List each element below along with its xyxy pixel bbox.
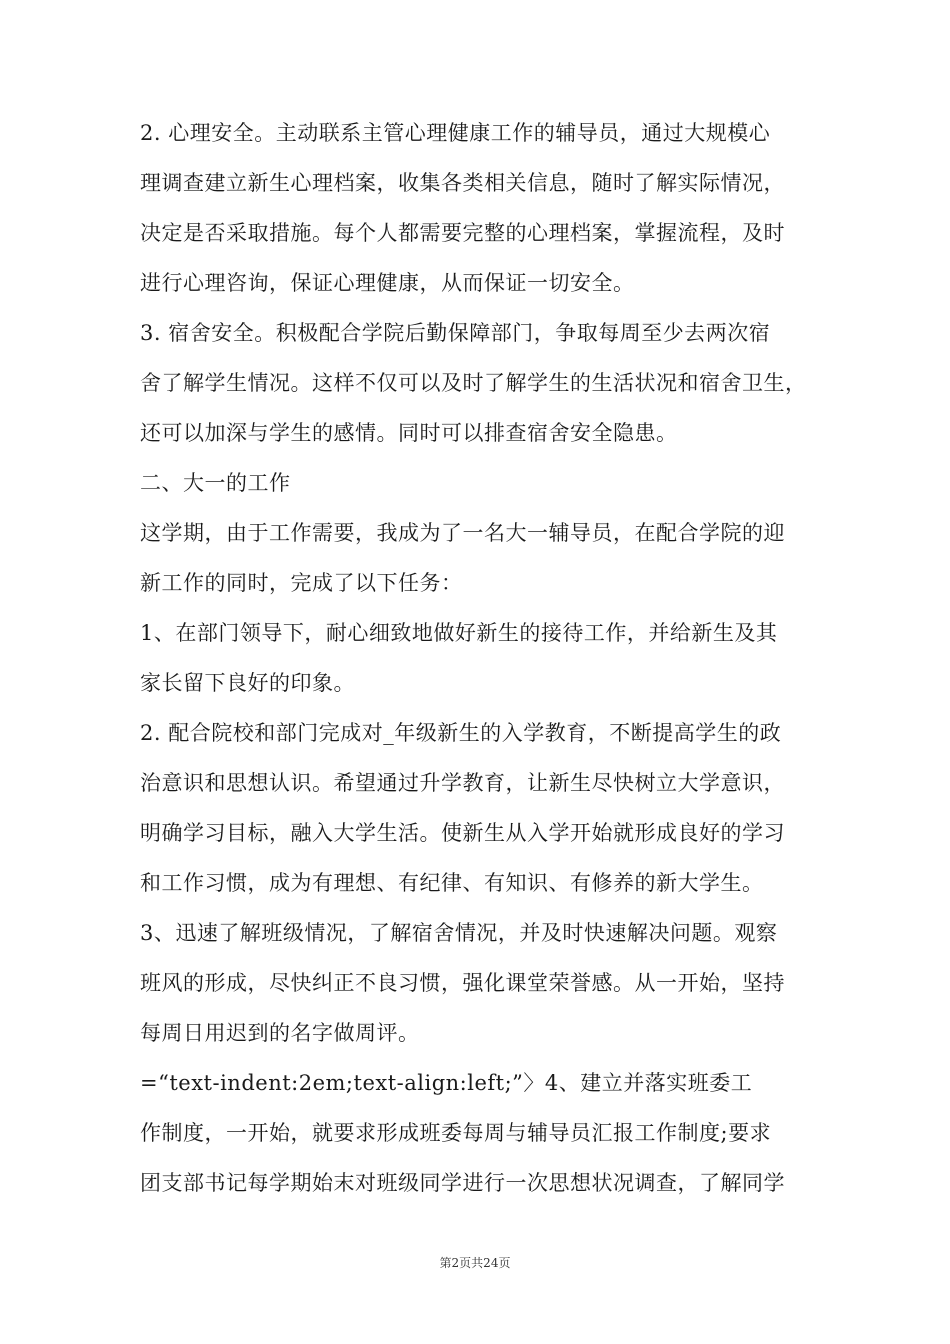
text-line: 决定是否采取措施。每个人都需要完整的心理档案，掌握流程，及时: [140, 221, 785, 245]
text-line: 治意识和思想认识。希望通过升学教育，让新生尽快树立大学意识，: [140, 771, 785, 795]
text-line: 舍了解学生情况。这样不仅可以及时了解学生的生活状况和宿舍卫生，: [140, 371, 807, 395]
text-line: 团支部书记每学期始末对班级同学进行一次思想状况调查，了解同学: [140, 1171, 785, 1195]
section-heading: 二、大一的工作: [140, 471, 291, 495]
text-line: 2. 配合院校和部门完成对_年级新生的入学教育，不断提高学生的政: [140, 721, 782, 745]
text-line: 作制度，一开始，就要求形成班委每周与辅导员汇报工作制度;要求: [140, 1121, 772, 1145]
text-line: 班风的形成，尽快纠正不良习惯，强化课堂荣誉感。从一开始，坚持: [140, 971, 785, 995]
text-line: 新工作的同时，完成了以下任务：: [140, 571, 463, 595]
text-line: 理调查建立新生心理档案，收集各类相关信息，随时了解实际情况，: [140, 171, 785, 195]
text-line: 家长留下良好的印象。: [140, 671, 355, 695]
text-line: 和工作习惯，成为有理想、有纪律、有知识、有修养的新大学生。: [140, 871, 764, 895]
text-line: 每周日用迟到的名字做周评。: [140, 1021, 420, 1045]
text-line: 2. 心理安全。主动联系主管心理健康工作的辅导员，通过大规模心: [140, 121, 771, 145]
text-line: 3. 宿舍安全。积极配合学院后勤保障部门，争取每周至少去两次宿: [140, 321, 771, 345]
text-line: 1、在部门领导下，耐心细致地做好新生的接待工作，并给新生及其: [140, 621, 778, 645]
page-number-footer: 第2页共24页: [439, 1256, 511, 1270]
text-line: 还可以加深与学生的感情。同时可以排查宿舍安全隐患。: [140, 421, 678, 445]
document-body: [140, 108, 820, 1208]
text-line: 3、迅速了解班级情况，了解宿舍情况，并及时快速解决问题。观察: [140, 921, 778, 945]
text-line: =“text-indent:2em;text-align:left;”〉4、建立并落实班委工: [140, 1071, 753, 1095]
text-line: 进行心理咨询，保证心理健康，从而保证一切安全。: [140, 271, 635, 295]
text-line: 这学期，由于工作需要，我成为了一名大一辅导员，在配合学院的迎: [140, 521, 785, 545]
text-line: 明确学习目标，融入大学生活。使新生从入学开始就形成良好的学习: [140, 821, 785, 845]
